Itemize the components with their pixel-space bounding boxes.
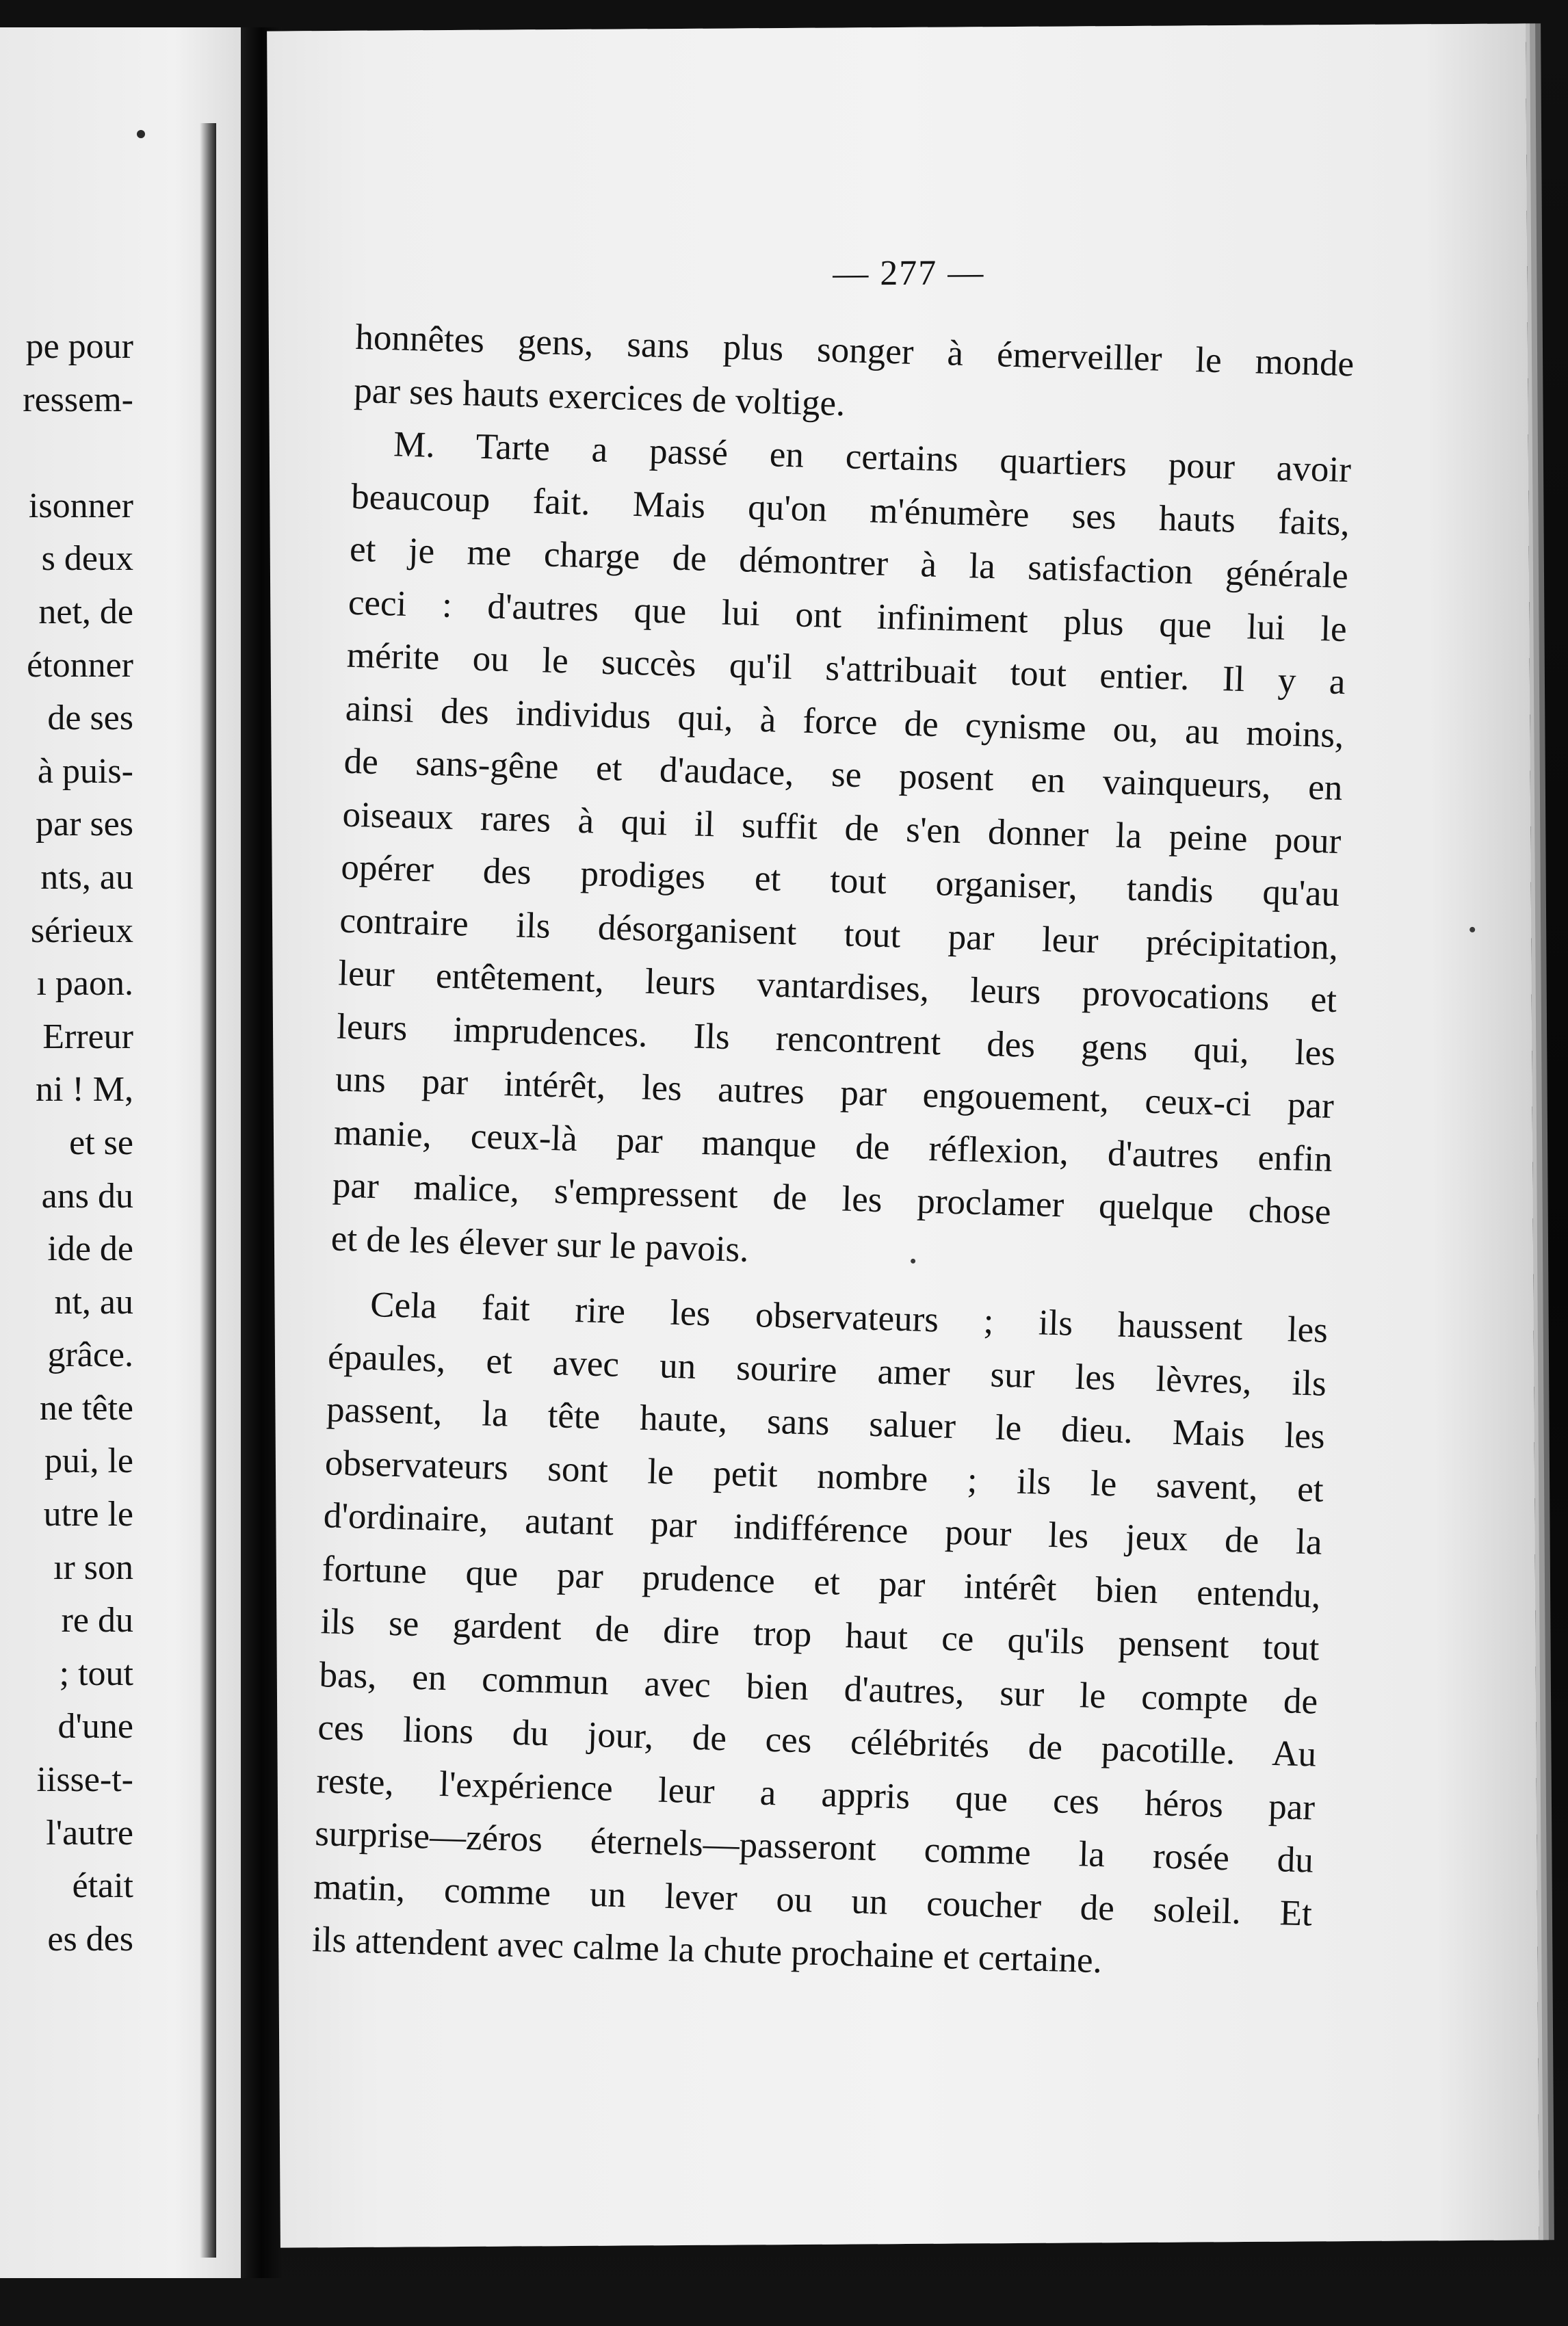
left-page-line: net, de [38, 592, 133, 631]
text-line: ils attendent avec calme la chute prochaine et certaine. [311, 1920, 1103, 1981]
paragraph [330, 417, 1352, 1292]
left-page-line: Erreur [42, 1017, 133, 1056]
text-line: honnêtes gens, sans plus songer à émerveiller le monde [354, 317, 1355, 384]
left-facing-page [0, 27, 250, 2278]
text-line: contraire ils désorganisent tout par leur précipitation, [339, 900, 1339, 967]
left-page-line: de ses [47, 698, 133, 738]
left-page-line: ır son [53, 1547, 133, 1587]
text-line: par ses hauts exercices de voltige. [353, 370, 846, 423]
left-page-line: es des [47, 1919, 133, 1959]
left-page-line: re du [61, 1601, 133, 1641]
left-page-text [0, 320, 133, 1965]
left-page-line: iisse-t- [36, 1760, 133, 1800]
right-page [267, 23, 1539, 2247]
text-line: observateurs sont le petit nombre ; ils le savent, et [324, 1442, 1324, 1510]
left-page-line: isonner [28, 486, 133, 525]
text-line: reste, l'expérience leur a appris que ces héros par [315, 1760, 1316, 1828]
text-line: de sans-gêne et d'audace, se posent en vainqueurs, en [343, 741, 1344, 809]
left-page-line: et se [69, 1123, 133, 1162]
text-line: mérite ou le succès qu'il s'attribuait tout entier. Il y a [346, 635, 1346, 703]
text-line: uns par intérêt, les autres par engouement, ceux-ci par [335, 1059, 1335, 1126]
text-line: épaules, et avec un sourire amer sur les lèvres, ils [327, 1336, 1327, 1404]
left-page-line: ı paon. [36, 964, 133, 1004]
left-page-line: à puis- [37, 751, 133, 791]
left-page-line: par ses [36, 805, 133, 844]
page-number: — 277 — [833, 253, 985, 293]
text-line: surprise—zéros éternels—passeront comme la rosée du [314, 1814, 1314, 1881]
text-line: Cela fait rire les observateurs ; ils haussent les [369, 1284, 1329, 1350]
left-page-line: pui, le [44, 1441, 133, 1481]
left-page-line: ; tout [59, 1654, 133, 1693]
left-page-line: ide de [47, 1229, 133, 1269]
left-page-line: nt, au [54, 1282, 133, 1322]
text-line: matin, comme un lever ou un coucher de soleil. Et [313, 1866, 1313, 1933]
ink-speck [137, 130, 145, 138]
left-page-line [0, 426, 133, 480]
text-line: et je me charge de démontrer à la satisfaction générale [349, 529, 1349, 597]
text-line: passent, la tête haute, sans saluer le dieu. Mais les [326, 1389, 1326, 1456]
left-page-line: d'une [57, 1707, 133, 1747]
left-page-line: l'autre [46, 1813, 133, 1853]
text-line: M. Tarte a passé en certains quartiers pour avoir [393, 424, 1352, 491]
text-line: et de les élever sur le pavois. [330, 1218, 750, 1270]
ink-speck [911, 1259, 915, 1264]
text-line: oiseaux rares à qui il suffit de s'en donner la peine pour [341, 794, 1342, 861]
left-page-line: utre le [43, 1495, 133, 1534]
text-line: ces lions du jour, de ces célébrités de pacotille. Au [317, 1708, 1317, 1775]
text-line: opérer des prodiges et tout organiser, tandis qu'au [340, 847, 1340, 915]
text-line: leurs imprudences. Ils rencontrent des gens qui, les [336, 1006, 1336, 1073]
left-page-line: ressem- [23, 380, 133, 419]
text-line: par malice, s'empressent de les proclamer quelque chose [332, 1165, 1332, 1232]
text-line: bas, en commun avec bien d'autres, sur le compte de [318, 1654, 1318, 1722]
left-page-line: étonner [27, 645, 133, 685]
left-page-line: ne tête [39, 1388, 133, 1428]
paragraph [311, 1277, 1329, 1994]
left-page-line: nts, au [40, 857, 133, 897]
left-page-line: était [72, 1866, 133, 1906]
body-text [311, 311, 1355, 1994]
text-line: beaucoup fait. Mais qu'on m'énumère ses hauts faits, [350, 476, 1350, 543]
left-page-line: sérieux [30, 911, 133, 950]
text-line: ils se gardent de dire trop haut ce qu'ils pensent tout [320, 1602, 1320, 1669]
text-line: leur entêtement, leurs vantardises, leurs provocations et [337, 953, 1337, 1020]
text-line: d'ordinaire, autant par indifférence pour les jeux de la [323, 1495, 1323, 1563]
text-line: manie, ceux-là par manque de réflexion, d'autres enfin [333, 1112, 1333, 1179]
left-page-line: s deux [41, 539, 133, 579]
text-line: fortune que par prudence et par intérêt bien entendu, [322, 1548, 1322, 1616]
left-page-line: grâce. [47, 1335, 133, 1375]
left-page-line: ans du [41, 1176, 133, 1216]
left-page-line: pe pour [25, 327, 133, 366]
left-page-gutter-shadow [200, 123, 216, 2258]
ink-speck [1469, 927, 1475, 932]
left-page-line: ni ! M, [36, 1070, 133, 1110]
text-line: ainsi des individus qui, à force de cynisme ou, au moins, [345, 688, 1345, 755]
text-line: ceci : d'autres que lui ont infiniment plus que lui le [348, 582, 1348, 649]
